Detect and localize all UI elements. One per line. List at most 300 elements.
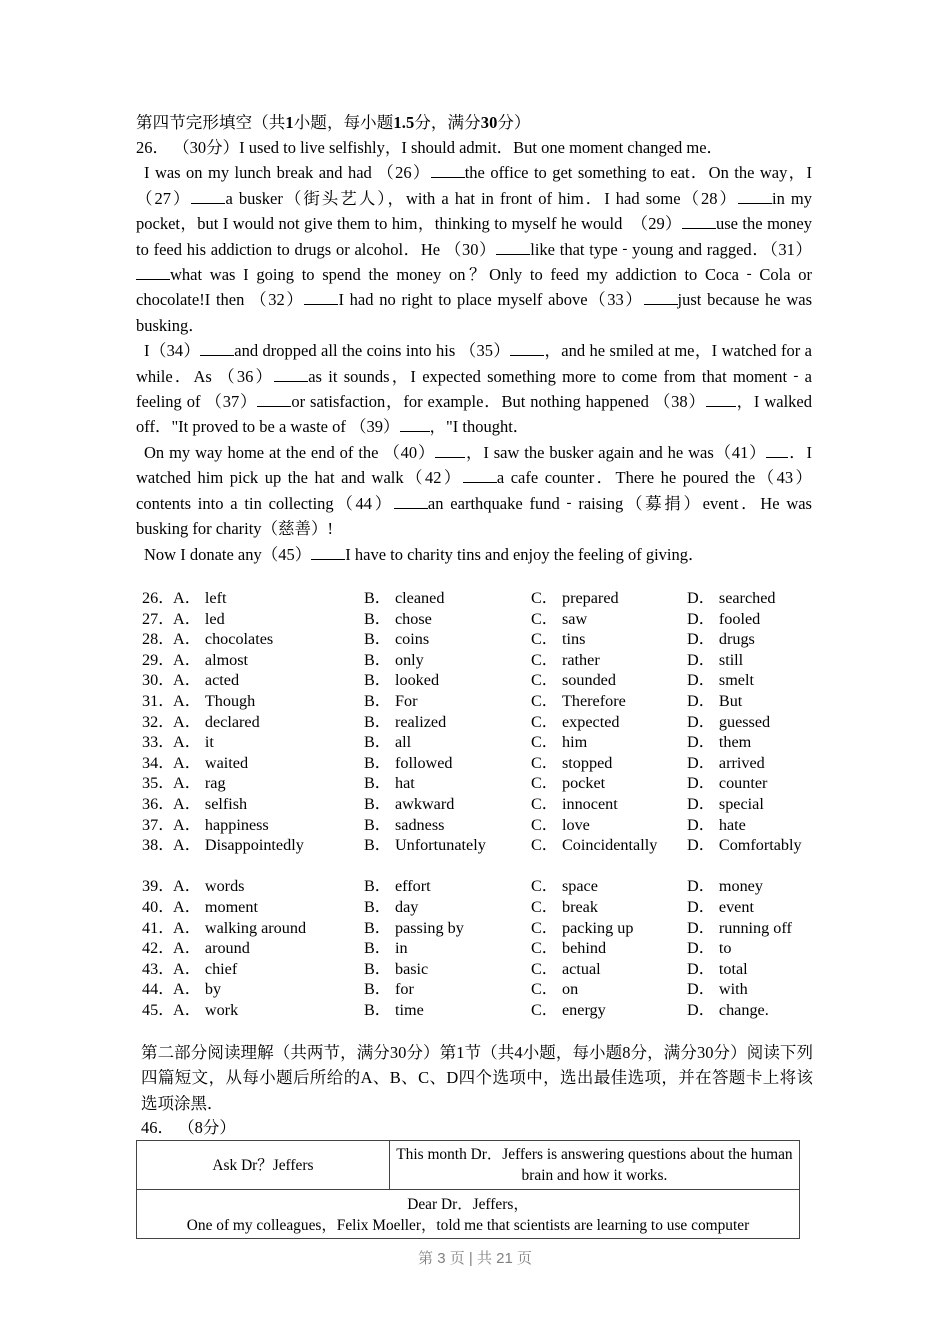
option-c-label: C． xyxy=(531,959,558,978)
option-b-text: chose xyxy=(394,609,432,628)
option-d-label: D． xyxy=(687,671,715,690)
option-row xyxy=(142,753,822,774)
option-d-text: running off xyxy=(718,918,792,937)
option-d[interactable] xyxy=(687,876,817,897)
option-c[interactable] xyxy=(531,753,612,774)
option-row-number: 41． xyxy=(142,918,175,937)
option-b-label: B． xyxy=(364,609,391,628)
option-a-label: A． xyxy=(173,753,201,772)
option-c-label: C． xyxy=(531,712,558,731)
option-d-text: still xyxy=(718,650,744,669)
option-a[interactable] xyxy=(173,650,248,671)
option-a-label: A． xyxy=(173,774,201,793)
option-d[interactable] xyxy=(687,732,817,753)
option-c[interactable] xyxy=(531,712,620,733)
option-a[interactable] xyxy=(173,835,304,856)
passage-para-1: I was on my lunch break and had （26） the office to get something to eat．On the way，I （27） a busker（街头艺人），with a hat in front of him．I had some（28） in my pocket，but I would not give them to him，thinking to myself he would （29） use the money to feed his addiction to drugs or alcohol．He （30） like that type - young and ragged．（31）what was I going to spend the money on？Only to feed my addiction to Coca - Cola or chocolate!I then （32） I had no right to place myself above（33） just because he was busking． xyxy=(136,163,813,335)
option-a-label: A． xyxy=(173,589,201,607)
option-b-label: B． xyxy=(364,1000,391,1019)
cloze-blank-36 xyxy=(274,368,308,382)
option-a[interactable] xyxy=(173,794,247,815)
option-a[interactable] xyxy=(173,732,214,753)
option-row xyxy=(142,918,822,939)
heading-total-points: 30 xyxy=(480,113,498,132)
passage-para-3: On my way home at the end of the （40） ，I saw the busker again and he was（41） ．I watched him pick up the hat and walk（42） a cafe counter．There he poured the（43）contents into a tin collecting（44） an earthquake fund - raising（募捐）event．He was busking for charity（慈善）! xyxy=(136,442,813,539)
cloze-blank-41 xyxy=(766,444,788,458)
option-row-number: 45． xyxy=(142,1000,175,1019)
option-row-number: 34． xyxy=(142,753,175,772)
option-a-text: around xyxy=(204,939,250,958)
option-c-label: C． xyxy=(531,671,558,690)
option-b-label: B． xyxy=(364,836,391,855)
option-d-label: D． xyxy=(687,733,715,752)
option-row-number: 28． xyxy=(142,630,175,649)
heading-per-points: 1.5 xyxy=(393,113,415,132)
option-b[interactable] xyxy=(364,629,429,650)
option-a[interactable] xyxy=(173,753,248,774)
option-c-text: behind xyxy=(561,939,607,958)
option-c[interactable] xyxy=(531,979,578,1000)
option-b[interactable] xyxy=(364,712,446,733)
option-b-text: basic xyxy=(394,959,429,978)
option-d-text: arrived xyxy=(718,753,765,772)
option-c-label: C． xyxy=(531,897,558,916)
option-a[interactable] xyxy=(173,670,239,691)
cloze-blank-40 xyxy=(435,444,465,458)
option-b-text: in xyxy=(394,939,408,958)
option-d-text: Comfortably xyxy=(718,836,802,855)
option-b[interactable] xyxy=(364,753,453,774)
option-c[interactable] xyxy=(531,959,601,980)
cloze-blank-34 xyxy=(200,342,234,356)
option-c[interactable] xyxy=(531,1000,606,1021)
option-b-text: all xyxy=(394,733,412,752)
option-d-text: smelt xyxy=(718,671,754,690)
option-a[interactable] xyxy=(173,609,225,630)
option-d-text: But xyxy=(718,691,743,710)
option-a[interactable] xyxy=(173,959,237,980)
option-b-text: day xyxy=(394,897,419,916)
option-b[interactable] xyxy=(364,897,418,918)
option-d[interactable] xyxy=(687,588,817,609)
option-row-number: 29． xyxy=(142,650,175,669)
option-a-text: led xyxy=(204,609,225,628)
option-a-label: A． xyxy=(173,650,201,669)
option-d-label: D． xyxy=(687,939,715,958)
option-a[interactable] xyxy=(173,876,244,897)
option-a-label: A． xyxy=(173,1000,201,1019)
question-46-number: 46． xyxy=(141,1118,174,1137)
option-a-text: chocolates xyxy=(204,630,274,649)
option-b-text: hat xyxy=(394,774,415,793)
option-b-text: Unfortunately xyxy=(394,836,486,855)
letter-salutation: Dear Dr．Jeffers， xyxy=(407,1196,529,1213)
option-b[interactable] xyxy=(364,835,486,856)
option-a[interactable] xyxy=(173,712,260,733)
option-row xyxy=(142,938,822,959)
cloze-blank-29 xyxy=(682,215,716,229)
option-row-number: 44． xyxy=(142,980,175,999)
heading-count: 1 xyxy=(285,113,294,132)
option-row xyxy=(142,691,822,712)
option-d-text: counter xyxy=(718,774,768,793)
option-a-label: A． xyxy=(173,897,201,916)
option-b-label: B． xyxy=(364,980,391,999)
option-c-text: space xyxy=(561,877,598,896)
option-d-label: D． xyxy=(687,959,715,978)
option-d-label: D． xyxy=(687,609,715,628)
option-row xyxy=(142,629,822,650)
option-d-text: total xyxy=(718,959,748,978)
option-b[interactable] xyxy=(364,815,444,836)
option-c[interactable] xyxy=(531,876,598,897)
cloze-options-list xyxy=(142,588,822,1020)
option-b-text: cleaned xyxy=(394,589,445,607)
option-a-text: moment xyxy=(204,897,258,916)
cloze-blank-30 xyxy=(496,241,530,255)
option-b[interactable] xyxy=(364,938,408,959)
option-a-text: acted xyxy=(204,671,240,690)
option-d-text: money xyxy=(718,877,763,896)
cloze-blank-42 xyxy=(463,469,497,483)
option-row xyxy=(142,650,822,671)
option-row xyxy=(142,897,822,918)
option-b-label: B． xyxy=(364,774,391,793)
option-b-label: B． xyxy=(364,877,391,896)
option-row-number: 37． xyxy=(142,815,175,834)
part-two-heading: 第二部分阅读理解（共两节，满分30分）第1节（共4小题，每小题8分，满分30分）阅读下列四篇短文，从每小题后所给的A、B、C、D四个选项中，选出最佳选项，并在答题卡上将该选项涂黑． xyxy=(141,1043,813,1113)
option-row xyxy=(142,794,822,815)
option-c[interactable] xyxy=(531,897,598,918)
option-a-label: A． xyxy=(173,712,201,731)
option-b-text: coins xyxy=(394,630,430,649)
option-b-label: B． xyxy=(364,650,391,669)
option-a[interactable] xyxy=(173,897,258,918)
cloze-blank-27 xyxy=(191,190,225,204)
option-d[interactable] xyxy=(687,979,817,1000)
option-row-number: 43． xyxy=(142,959,175,978)
option-b-label: B． xyxy=(364,959,391,978)
option-d[interactable] xyxy=(687,959,817,980)
option-c-label: C． xyxy=(531,794,558,813)
option-row xyxy=(142,959,822,980)
option-a-text: walking around xyxy=(204,918,307,937)
option-d-text: hate xyxy=(718,815,746,834)
option-a-text: almost xyxy=(204,650,249,669)
option-d-label: D． xyxy=(687,630,715,649)
option-a-label: A． xyxy=(173,671,201,690)
option-row-number: 38． xyxy=(142,836,175,855)
heading-part-1: 第四节完形填空（共 xyxy=(136,113,286,132)
option-b-label: B． xyxy=(364,671,391,690)
option-b-label: B． xyxy=(364,897,391,916)
option-c[interactable] xyxy=(531,609,587,630)
option-d[interactable] xyxy=(687,938,817,959)
option-c[interactable] xyxy=(531,588,619,609)
option-b-text: sadness xyxy=(394,815,445,834)
option-d-label: D． xyxy=(687,980,715,999)
option-b[interactable] xyxy=(364,732,411,753)
option-b-label: B． xyxy=(364,794,391,813)
option-c-text: tins xyxy=(561,630,586,649)
table-cell-column-intro: This month Dr．Jeffers is answering questions about the human brain and how it works. xyxy=(389,1141,799,1190)
option-d[interactable] xyxy=(687,753,817,774)
option-c-text: rather xyxy=(561,650,600,669)
option-b-text: followed xyxy=(394,753,453,772)
option-b-label: B． xyxy=(364,733,391,752)
option-b[interactable] xyxy=(364,918,464,939)
option-b-text: passing by xyxy=(394,918,464,937)
option-a-text: it xyxy=(204,733,214,752)
option-d[interactable] xyxy=(687,1000,817,1021)
option-b-text: For xyxy=(394,691,418,710)
question-points: （30分） xyxy=(173,138,240,157)
option-d-label: D． xyxy=(687,897,715,916)
option-row xyxy=(142,712,822,733)
option-row xyxy=(142,979,822,1000)
option-c-text: actual xyxy=(561,959,601,978)
cloze-blank-33 xyxy=(644,291,678,305)
option-a-text: declared xyxy=(204,712,260,731)
cloze-section-heading xyxy=(136,110,812,135)
option-d-label: D． xyxy=(687,1000,715,1019)
option-a[interactable] xyxy=(173,691,255,712)
option-a-text: selfish xyxy=(204,794,248,813)
option-c-text: Therefore xyxy=(561,691,626,710)
option-d-label: D． xyxy=(687,691,715,710)
option-d[interactable] xyxy=(687,794,817,815)
option-c-label: C． xyxy=(531,918,558,937)
table-row xyxy=(137,1141,800,1190)
option-c-label: C． xyxy=(531,939,558,958)
option-b[interactable] xyxy=(364,876,431,897)
option-c-text: pocket xyxy=(561,774,606,793)
option-c-text: prepared xyxy=(561,589,619,607)
option-d[interactable] xyxy=(687,691,817,712)
cloze-blank-35 xyxy=(510,342,544,356)
option-a-text: waited xyxy=(204,753,249,772)
option-d[interactable] xyxy=(687,650,817,671)
option-c[interactable] xyxy=(531,691,626,712)
option-b-label: B． xyxy=(364,589,391,607)
option-c-label: C． xyxy=(531,815,558,834)
option-c[interactable] xyxy=(531,938,606,959)
option-row xyxy=(142,609,822,630)
option-b[interactable] xyxy=(364,670,439,691)
option-row-number: 27． xyxy=(142,609,175,628)
heading-part-3: 分，满分 xyxy=(414,113,481,132)
option-a-text: Disappointedly xyxy=(204,836,304,855)
option-b[interactable] xyxy=(364,979,414,1000)
option-b-text: realized xyxy=(394,712,447,731)
table-row xyxy=(137,1190,800,1239)
option-d[interactable] xyxy=(687,712,817,733)
option-c-label: C． xyxy=(531,650,558,669)
option-c-label: C． xyxy=(531,1000,558,1019)
option-b[interactable] xyxy=(364,959,428,980)
option-a-label: A． xyxy=(173,836,201,855)
question-46-points: （8分） xyxy=(178,1118,236,1137)
heading-part-2: 小题，每小题 xyxy=(293,113,394,132)
option-row xyxy=(142,835,822,876)
option-d-label: D． xyxy=(687,753,715,772)
option-b[interactable] xyxy=(364,691,417,712)
option-a[interactable] xyxy=(173,815,269,836)
option-d[interactable] xyxy=(687,897,817,918)
cloze-blank-28 xyxy=(738,190,772,204)
table-cell-column-title: Ask Dr？Jeffers xyxy=(137,1141,390,1190)
option-c[interactable] xyxy=(531,670,616,691)
reading-passage-table xyxy=(136,1140,800,1239)
letter-line-1: One of my colleagues，Felix Moeller，told me that scientists are learning to use computer xyxy=(186,1217,750,1234)
option-c[interactable] xyxy=(531,773,605,794)
option-c-text: stopped xyxy=(561,753,613,772)
option-d[interactable] xyxy=(687,670,817,691)
page-footer: 第 3 页 | 共 21 页 xyxy=(418,1250,532,1267)
option-b-label: B． xyxy=(364,939,391,958)
option-d-text: with xyxy=(718,980,748,999)
option-row xyxy=(142,732,822,753)
option-c-text: energy xyxy=(561,1000,606,1019)
option-row xyxy=(142,876,822,897)
option-b-text: looked xyxy=(394,671,440,690)
option-c-label: C． xyxy=(531,609,558,628)
option-d-text: drugs xyxy=(718,630,755,649)
option-d-label: D． xyxy=(687,774,715,793)
option-a-text: rag xyxy=(204,774,226,793)
cloze-blank-37 xyxy=(257,393,291,407)
option-a[interactable] xyxy=(173,629,273,650)
option-c-text: break xyxy=(561,897,598,916)
option-c-label: C． xyxy=(531,980,558,999)
option-d-text: to xyxy=(718,939,732,958)
option-c[interactable] xyxy=(531,918,633,939)
option-d-label: D． xyxy=(687,815,715,834)
option-d-text: fooled xyxy=(718,609,761,628)
option-a-text: left xyxy=(204,589,227,607)
option-c[interactable] xyxy=(531,732,587,753)
option-c-label: C． xyxy=(531,691,558,710)
option-row-number: 40． xyxy=(142,897,175,916)
option-d[interactable] xyxy=(687,835,817,856)
option-c-text: saw xyxy=(561,609,588,628)
option-a-label: A． xyxy=(173,630,201,649)
option-c[interactable] xyxy=(531,815,590,836)
table-cell-letter-body xyxy=(137,1190,800,1239)
option-a-label: A． xyxy=(173,959,201,978)
option-a-text: chief xyxy=(204,959,238,978)
option-row-number: 42． xyxy=(142,939,175,958)
option-b[interactable] xyxy=(364,588,444,609)
option-d-text: searched xyxy=(718,589,776,607)
option-b-text: for xyxy=(394,980,414,999)
option-a[interactable] xyxy=(173,773,226,794)
option-d-label: D． xyxy=(687,794,715,813)
option-d-text: event xyxy=(718,897,754,916)
option-a[interactable] xyxy=(173,1000,238,1021)
option-c-text: sounded xyxy=(561,671,616,690)
passage-para-4: Now I donate any（45） I have to charity tins and enjoy the feeling of giving． xyxy=(144,544,705,564)
option-c[interactable] xyxy=(531,835,657,856)
option-b[interactable] xyxy=(364,650,424,671)
option-a-label: A． xyxy=(173,609,201,628)
option-b-label: B． xyxy=(364,630,391,649)
heading-part-4: 分） xyxy=(497,113,531,132)
option-b-label: B． xyxy=(364,815,391,834)
option-d-text: change. xyxy=(718,1000,769,1019)
cloze-blank-45 xyxy=(311,546,345,560)
option-c-text: Coincidentally xyxy=(561,836,658,855)
option-a-text: by xyxy=(204,980,222,999)
option-c-text: him xyxy=(561,733,588,752)
option-b-label: B． xyxy=(364,918,391,937)
option-row xyxy=(142,773,822,794)
option-c-text: on xyxy=(561,980,579,999)
option-c-text: love xyxy=(561,815,590,834)
option-d-text: guessed xyxy=(718,712,771,731)
cloze-blank-44 xyxy=(394,495,428,509)
option-b[interactable] xyxy=(364,609,432,630)
question-46-line xyxy=(141,1117,236,1139)
option-d-text: special xyxy=(718,794,764,813)
option-d[interactable] xyxy=(687,773,817,794)
option-c[interactable] xyxy=(531,794,618,815)
option-row-number: 39． xyxy=(142,877,175,896)
option-row-number: 32． xyxy=(142,712,175,731)
option-row-number: 33． xyxy=(142,733,175,752)
option-d-label: D． xyxy=(687,712,715,731)
option-c[interactable] xyxy=(531,629,585,650)
option-a[interactable] xyxy=(173,918,306,939)
option-d[interactable] xyxy=(687,918,817,939)
cloze-section xyxy=(136,110,812,567)
option-a[interactable] xyxy=(173,938,250,959)
option-d-label: D． xyxy=(687,877,715,896)
cloze-blank-32 xyxy=(304,291,338,305)
option-b-text: only xyxy=(394,650,424,669)
option-c-text: packing up xyxy=(561,918,634,937)
option-c[interactable] xyxy=(531,650,600,671)
option-d[interactable] xyxy=(687,629,817,650)
option-a-text: work xyxy=(204,1000,239,1019)
option-c-label: C． xyxy=(531,733,558,752)
option-a[interactable] xyxy=(173,979,221,1000)
cloze-blank-39 xyxy=(400,418,430,432)
option-a-label: A． xyxy=(173,733,201,752)
option-b-label: B． xyxy=(364,712,391,731)
option-a-text: Though xyxy=(204,691,256,710)
cloze-blank-38 xyxy=(706,393,736,407)
option-b[interactable] xyxy=(364,773,415,794)
option-a-label: A． xyxy=(173,939,201,958)
cloze-blank-26 xyxy=(431,164,465,178)
option-d-label: D． xyxy=(687,836,715,855)
option-d[interactable] xyxy=(687,815,817,836)
option-d[interactable] xyxy=(687,609,817,630)
option-a[interactable] xyxy=(173,588,226,609)
option-row-number: 36． xyxy=(142,794,175,813)
option-a-text: happiness xyxy=(204,815,269,834)
option-b-text: awkward xyxy=(394,794,455,813)
option-c-label: C． xyxy=(531,877,558,896)
option-a-label: A． xyxy=(173,815,201,834)
option-b-label: B． xyxy=(364,691,391,710)
option-a-label: A． xyxy=(173,691,201,710)
option-c-label: C． xyxy=(531,836,558,855)
option-b[interactable] xyxy=(364,794,454,815)
option-c-label: C． xyxy=(531,630,558,649)
option-b[interactable] xyxy=(364,1000,424,1021)
